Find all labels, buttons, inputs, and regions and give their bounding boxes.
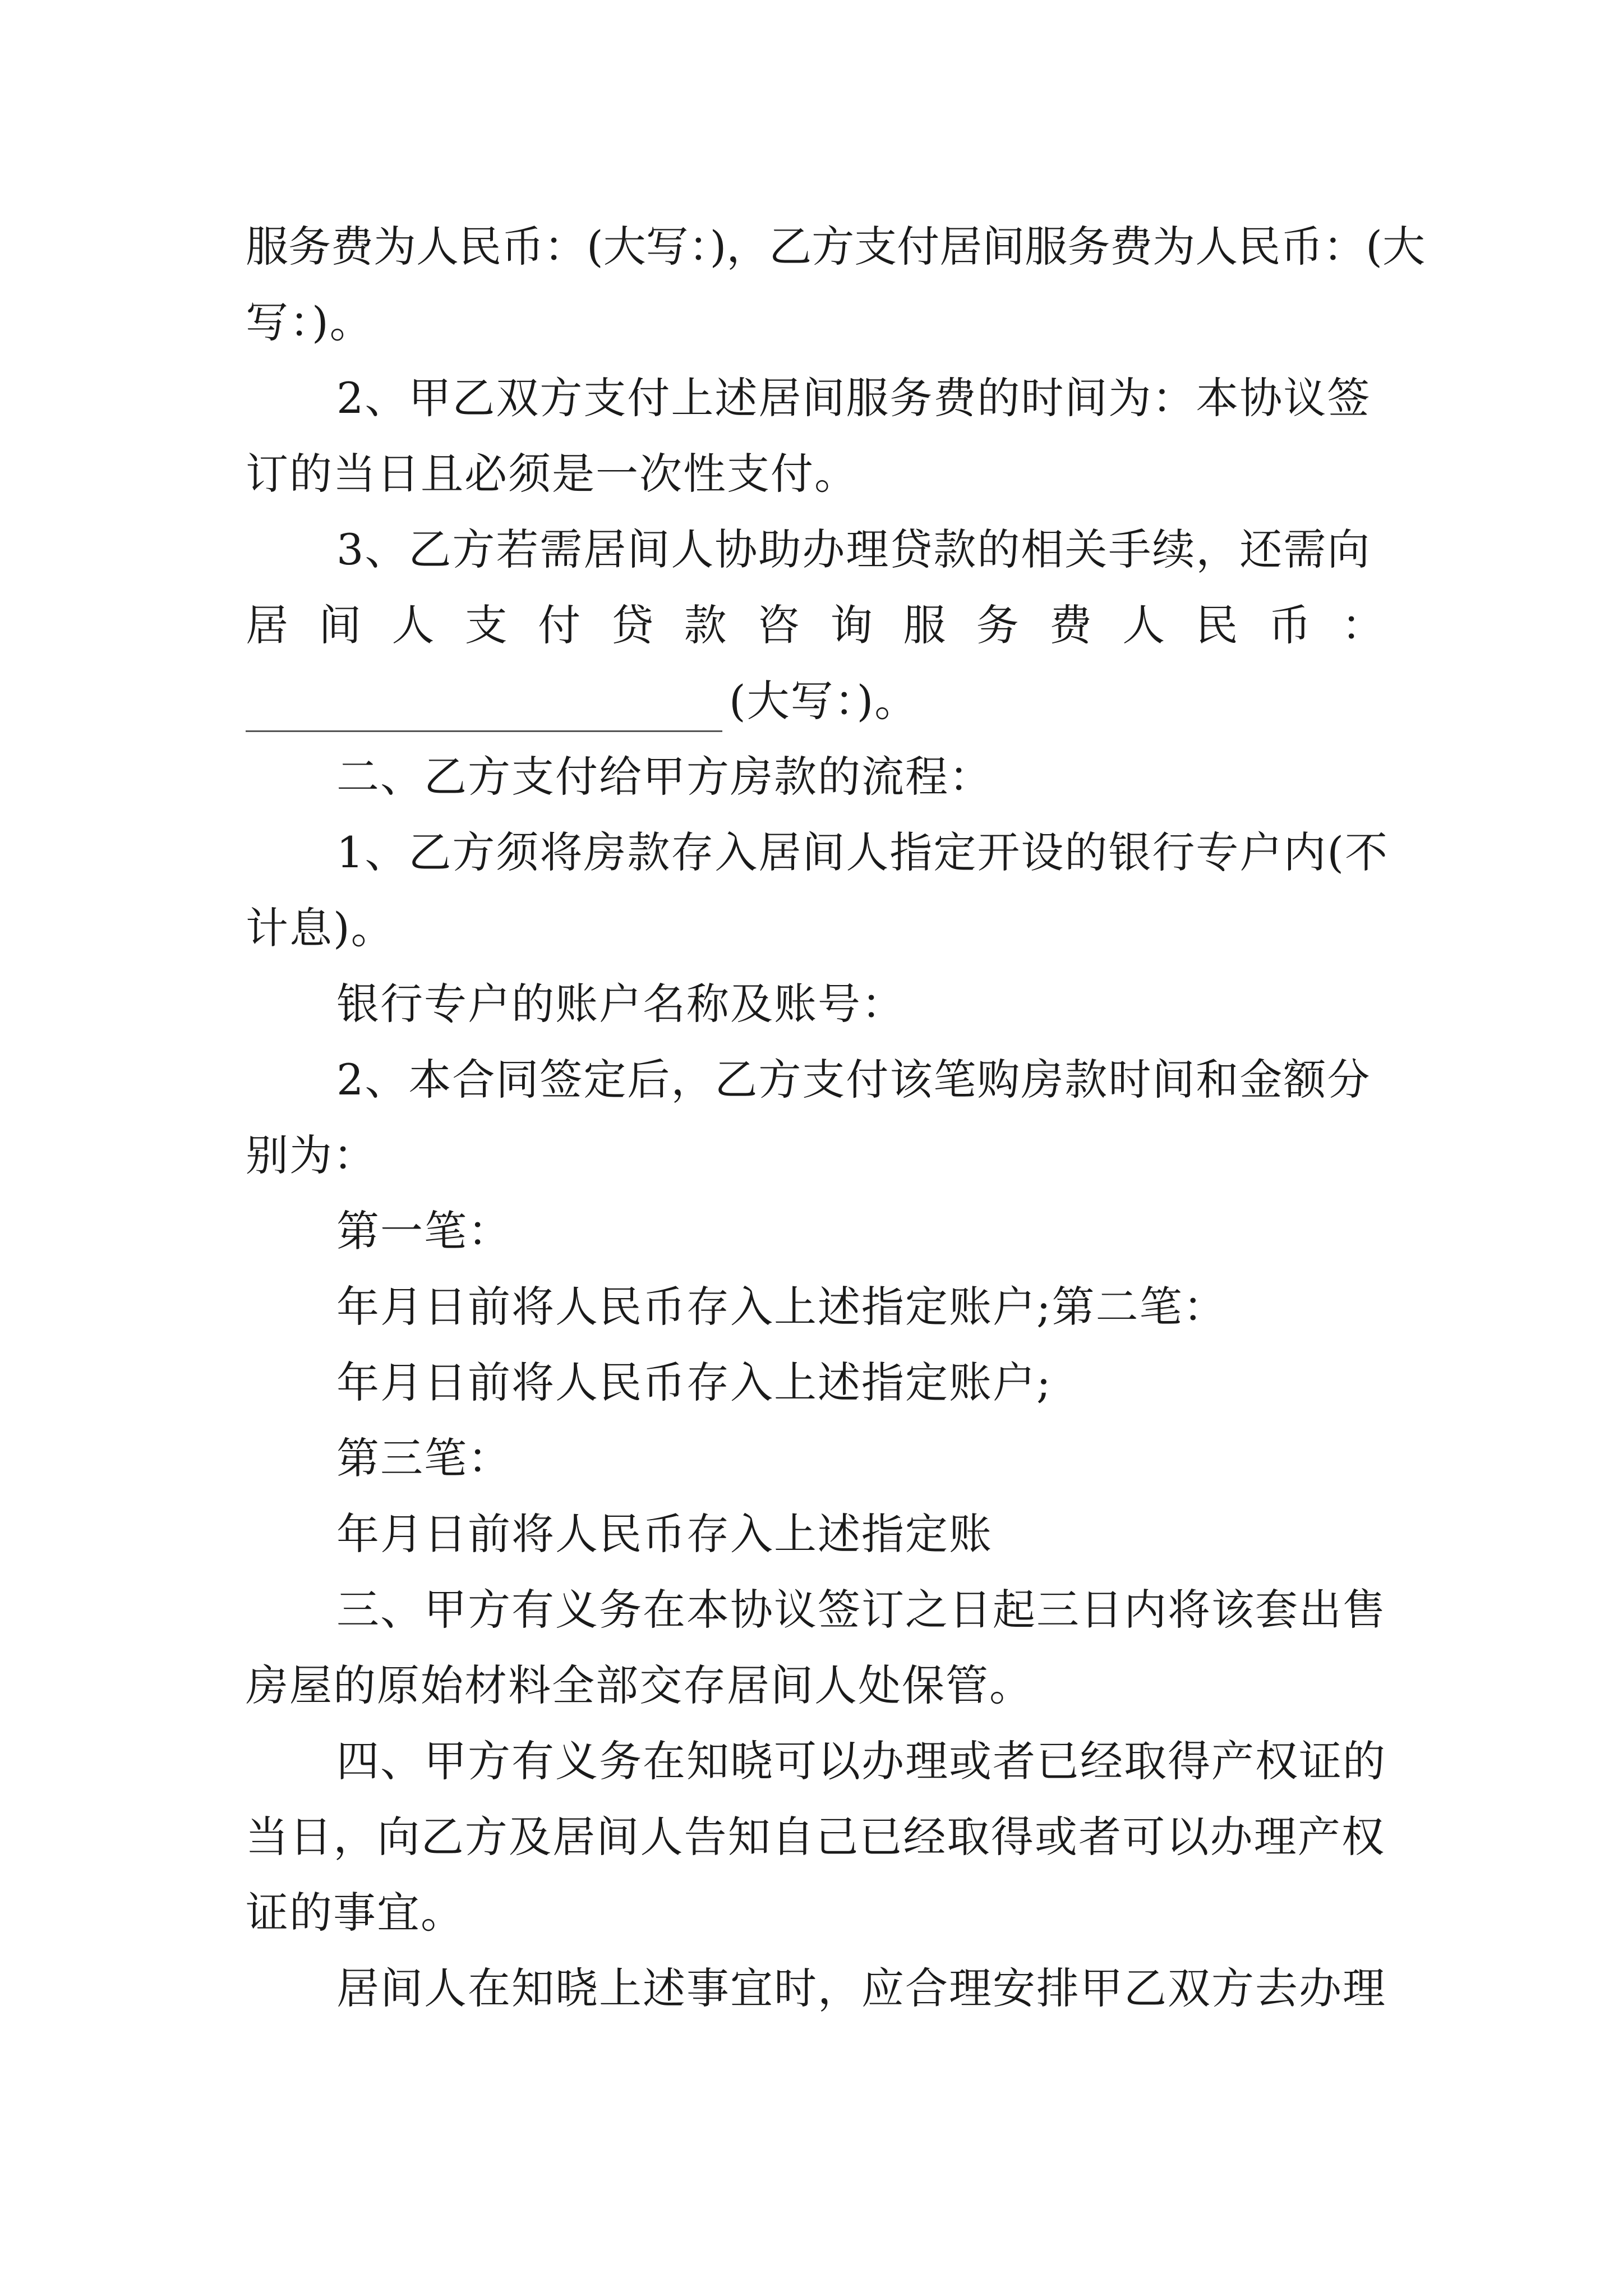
text-line: 计息)。 (246, 903, 395, 953)
text-line: 订的当日且必须是一次性支付。 (246, 449, 858, 499)
spread-text-line (246, 597, 1384, 654)
spread-char: 咨 (757, 600, 800, 650)
text-line: 年月日前将人民币存入上述指定账 (336, 1509, 993, 1559)
text-line: 银行专户的账户名称及账号： (336, 979, 905, 1029)
text-line: 第一笔： (336, 1206, 511, 1256)
spread-char: 款 (684, 600, 727, 650)
spread-char: 务 (976, 600, 1019, 650)
text-line: 3、乙方若需居间人协助办理贷款的相关手续，还需向 (336, 524, 1371, 574)
spread-char: 询 (830, 600, 873, 650)
spread-char: 间 (319, 600, 362, 650)
fill-in-blank-underline (246, 730, 722, 732)
text-line: 写：)。 (246, 297, 374, 347)
text-line: 2、甲乙双方支付上述居间服务费的时间为：本协议签 (336, 373, 1371, 423)
spread-char: 人 (391, 600, 435, 650)
text-line: 服务费为人民币：(大写：)，乙方支付居间服务费为人民币：(大 (246, 222, 1425, 272)
spread-char: 民 (1195, 600, 1238, 650)
spread-char: 居 (246, 600, 288, 650)
spread-char: 付 (538, 600, 581, 650)
spread-char: 贷 (611, 600, 654, 650)
spread-char: 人 (1122, 600, 1165, 650)
text-line: 当日，向乙方及居间人告知自己已经取得或者可以办理产权 (246, 1812, 1384, 1862)
text-line: 2、本合同签定后，乙方支付该笔购房款时间和金额分 (336, 1055, 1371, 1105)
spread-char: ： (1341, 600, 1384, 650)
text-line: 年月日前将人民币存入上述指定账户;第二笔： (336, 1282, 1227, 1332)
text-line: 房屋的原始材料全部交存居间人处保管。 (246, 1660, 1033, 1710)
text-line: 1、乙方须将房款存入居间人指定开设的银行专户内(不 (336, 827, 1389, 877)
text-line: 年月日前将人民币存入上述指定账户; (336, 1358, 1052, 1407)
text-line: 居间人在知晓上述事宜时，应合理安排甲乙双方去办理 (336, 1963, 1386, 2013)
text-line: 证的事宜。 (246, 1888, 464, 1938)
text-line: 第三笔： (336, 1433, 511, 1483)
text-line: 别为： (246, 1130, 377, 1180)
text-line: 三、甲方有义务在本协议签订之日起三日内将该套出售 (336, 1585, 1386, 1635)
spread-char: 支 (464, 600, 508, 650)
spread-char: 费 (1049, 600, 1092, 650)
text-line: 四、甲方有义务在知晓可以办理或者已经取得产权证的 (336, 1736, 1386, 1786)
text-line: 二、乙方支付给甲方房款的流程： (336, 752, 993, 802)
spread-char: 币 (1268, 600, 1311, 650)
text-line: (大写：)。 (729, 676, 919, 726)
spread-char: 服 (903, 600, 946, 650)
